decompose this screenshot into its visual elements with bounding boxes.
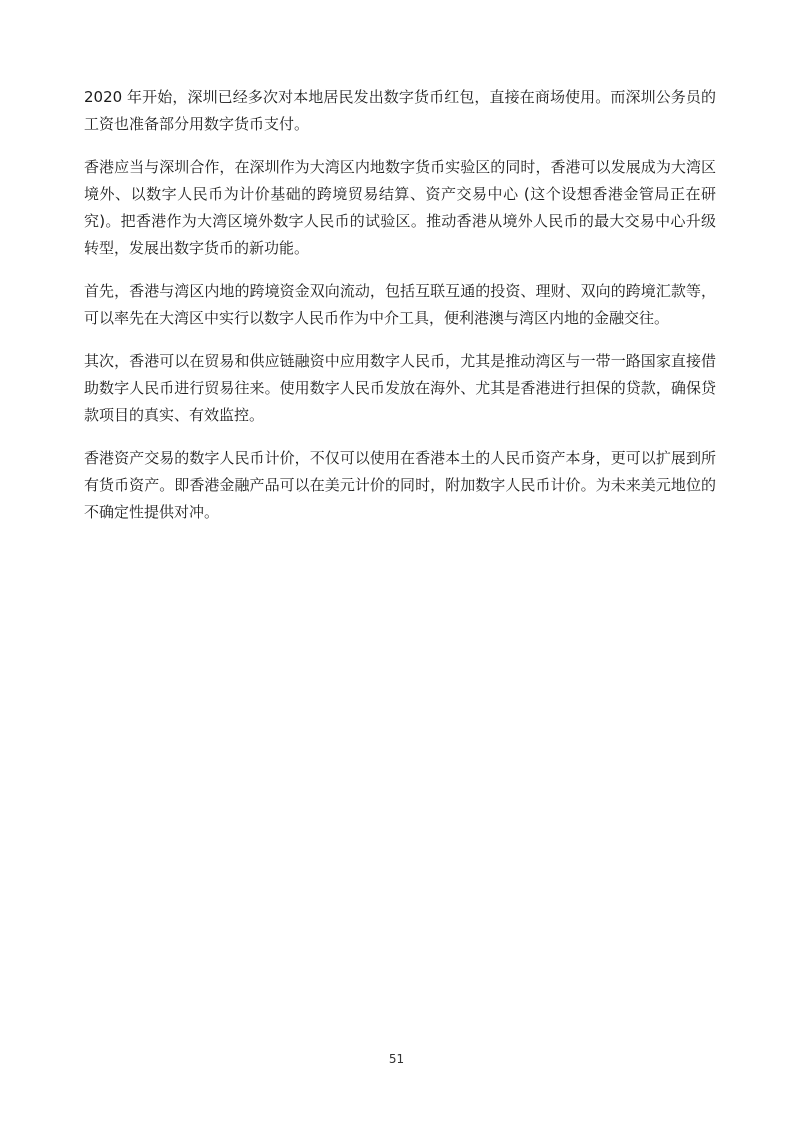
page-number: 51 (388, 1052, 405, 1066)
paragraph: 首先，香港与湾区内地的跨境资金双向流动，包括互联互通的投资、理财、双向的跨境汇款等，可以率先在大湾区中实行以数字人民币作为中介工具，便利港澳与湾区内地的金融交往。 (84, 282, 716, 327)
paragraph: 2020 年开始，深圳已经多次对本地居民发出数字货币红包，直接在商场使用。而深圳公务员的工资也准备部分用数字货币支付。 (84, 88, 716, 133)
paragraph: 香港资产交易的数字人民币计价，不仅可以使用在香港本土的人民币资产本身，更可以扩展到所有货币资产。即香港金融产品可以在美元计价的同时，附加数字人民币计价。为未来美元地位的不确定性提供对冲。 (84, 449, 716, 521)
document-body (84, 84, 716, 542)
paragraph: 香港应当与深圳合作，在深圳作为大湾区内地数字货币实验区的同时，香港可以发展成为大湾区境外、以数字人民币为计价基础的跨境贸易结算、资产交易中心 (这个设想香港金管局正在研究)。把香港作为大湾区境外数字人民币的试验区。推动香港从境外人民币的最大交易中心升级转型，发展出数字货币的新功能。 (84, 158, 716, 257)
paragraph: 其次，香港可以在贸易和供应链融资中应用数字人民币，尤其是推动湾区与一带一路国家直接借助数字人民币进行贸易往来。使用数字人民币发放在海外、尤其是香港进行担保的贷款，确保贷款项目的真实、有效监控。 (84, 352, 716, 424)
